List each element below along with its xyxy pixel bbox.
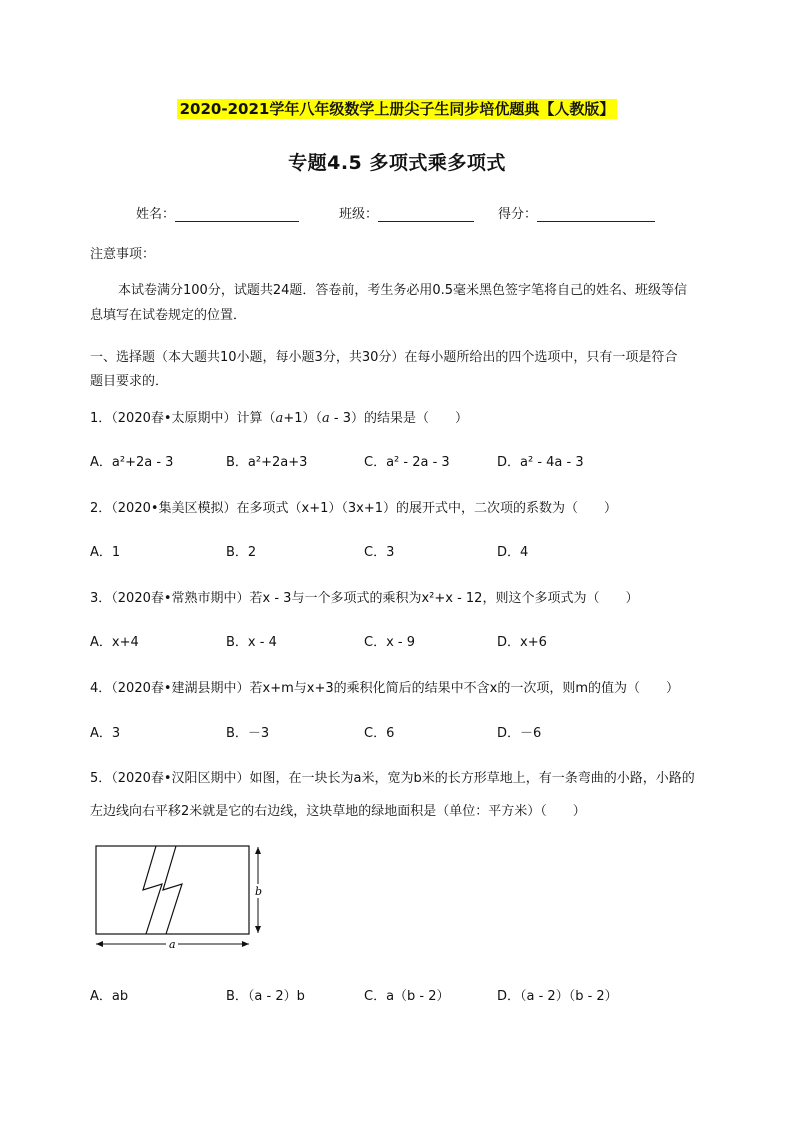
question-3-stem: 若x - 3与一个多项式的乘积为x²+x - 12，则这个多项式为（ ）: [249, 591, 639, 606]
name-blank[interactable]: [175, 209, 299, 222]
q4-option-c[interactable]: C．6: [364, 726, 395, 741]
section-line2: 题目要求的．: [90, 374, 169, 389]
notice-heading: 注意事项：: [90, 247, 156, 262]
q2-option-c[interactable]: C．3: [364, 545, 395, 560]
name-label: 姓名：: [136, 207, 176, 222]
question-1-stem-c: - 3）的结果是（ ）: [329, 411, 468, 426]
path-right-edge: [163, 846, 182, 934]
q5-option-c[interactable]: C．a（b - 2）: [364, 989, 450, 1004]
series-header-text: 2020-2021学年八年级数学上册尖子生同步培优题典【人教版】: [177, 99, 618, 119]
width-arrow-left: [96, 941, 103, 947]
q4-option-d[interactable]: D．－6: [497, 726, 542, 741]
question-1-stem-b: +1）（: [283, 411, 322, 426]
question-5-source: 5．（2020春•汉阳区期中）: [90, 771, 250, 786]
q3-option-a[interactable]: A．x+4: [90, 635, 139, 650]
question-4-source: 4．（2020春•建湖县期中）: [90, 681, 250, 696]
score-field[interactable]: [498, 203, 655, 222]
q5-option-a[interactable]: A．ab: [90, 989, 129, 1004]
q4-option-b[interactable]: B．－3: [226, 726, 270, 741]
q2-option-d[interactable]: D．4: [497, 545, 529, 560]
section-line1: 一、选择题（本大题共10小题，每小题3分，共30分）在每小题所给出的四个选项中，只有一项是符合: [90, 350, 678, 365]
question-2: [90, 497, 617, 516]
width-arrow-right: [242, 941, 249, 947]
q2-option-b[interactable]: B．2: [226, 545, 257, 560]
class-field[interactable]: [339, 203, 474, 222]
height-arrow-bottom: [255, 926, 261, 933]
question-1-var-b: a: [321, 411, 330, 426]
q5-option-d[interactable]: D．（a - 2）（b - 2）: [497, 989, 618, 1004]
notice-line2: 息填写在试卷规定的位置．: [90, 308, 247, 323]
question-3: [90, 587, 638, 606]
q3-option-b[interactable]: B．x - 4: [226, 635, 277, 650]
q4-option-a[interactable]: A．3: [90, 726, 121, 741]
q3-option-c[interactable]: C．x - 9: [364, 635, 415, 650]
path-left-edge: [143, 846, 162, 934]
q2-option-a[interactable]: A．1: [90, 545, 121, 560]
q1-option-b[interactable]: B．a²+2a+3: [226, 455, 308, 470]
class-blank[interactable]: [378, 209, 474, 222]
question-5-stem-line1: 如图，在一块长为a米，宽为b米的长方形草地上，有一条弯曲的小路，小路的: [249, 771, 695, 786]
height-arrow-top: [255, 847, 261, 854]
score-label: 得分：: [498, 207, 538, 222]
q1-option-c[interactable]: C．a² - 2a - 3: [364, 455, 450, 470]
question-1-var-a: a: [275, 411, 284, 426]
name-field[interactable]: [136, 203, 299, 222]
lawn-path-figure: [90, 838, 275, 958]
question-5-stem-line2: 左边线向右平移2米就是它的右边线，这块草地的绿地面积是（单位：平方米）（ ）: [90, 804, 586, 819]
question-4-stem: 若x+m与x+3的乘积化简后的结果中不含x的一次项，则m的值为（ ）: [249, 681, 679, 696]
question-2-source: 2．（2020•集美区模拟）: [90, 501, 237, 516]
notice-line1: 本试卷满分100分，试题共24题．答卷前，考生务必用0.5毫米黑色签字笔将自己的姓名、班级等信: [118, 283, 688, 298]
question-1: [90, 407, 468, 426]
question-1-source: 1．（2020春•太原期中）: [90, 411, 237, 426]
series-header: [0, 98, 794, 119]
class-label: 班级：: [339, 207, 379, 222]
width-label: a: [169, 938, 176, 951]
question-1-stem-a: 计算（: [236, 411, 276, 426]
q1-option-d[interactable]: D．a² - 4a - 3: [497, 455, 584, 470]
q5-option-b[interactable]: B．（a - 2）b: [226, 989, 305, 1004]
score-blank[interactable]: [537, 209, 655, 222]
question-3-source: 3．（2020春•常熟市期中）: [90, 591, 250, 606]
q1-option-a[interactable]: A．a²+2a - 3: [90, 455, 174, 470]
q3-option-d[interactable]: D．x+6: [497, 635, 547, 650]
question-5: [90, 767, 695, 786]
page-title: 专题4.5 多项式乘多项式: [288, 152, 506, 174]
height-label: b: [255, 885, 263, 898]
question-2-stem: 在多项式（x+1）（3x+1）的展开式中，二次项的系数为（ ）: [236, 501, 618, 516]
question-4: [90, 677, 679, 696]
